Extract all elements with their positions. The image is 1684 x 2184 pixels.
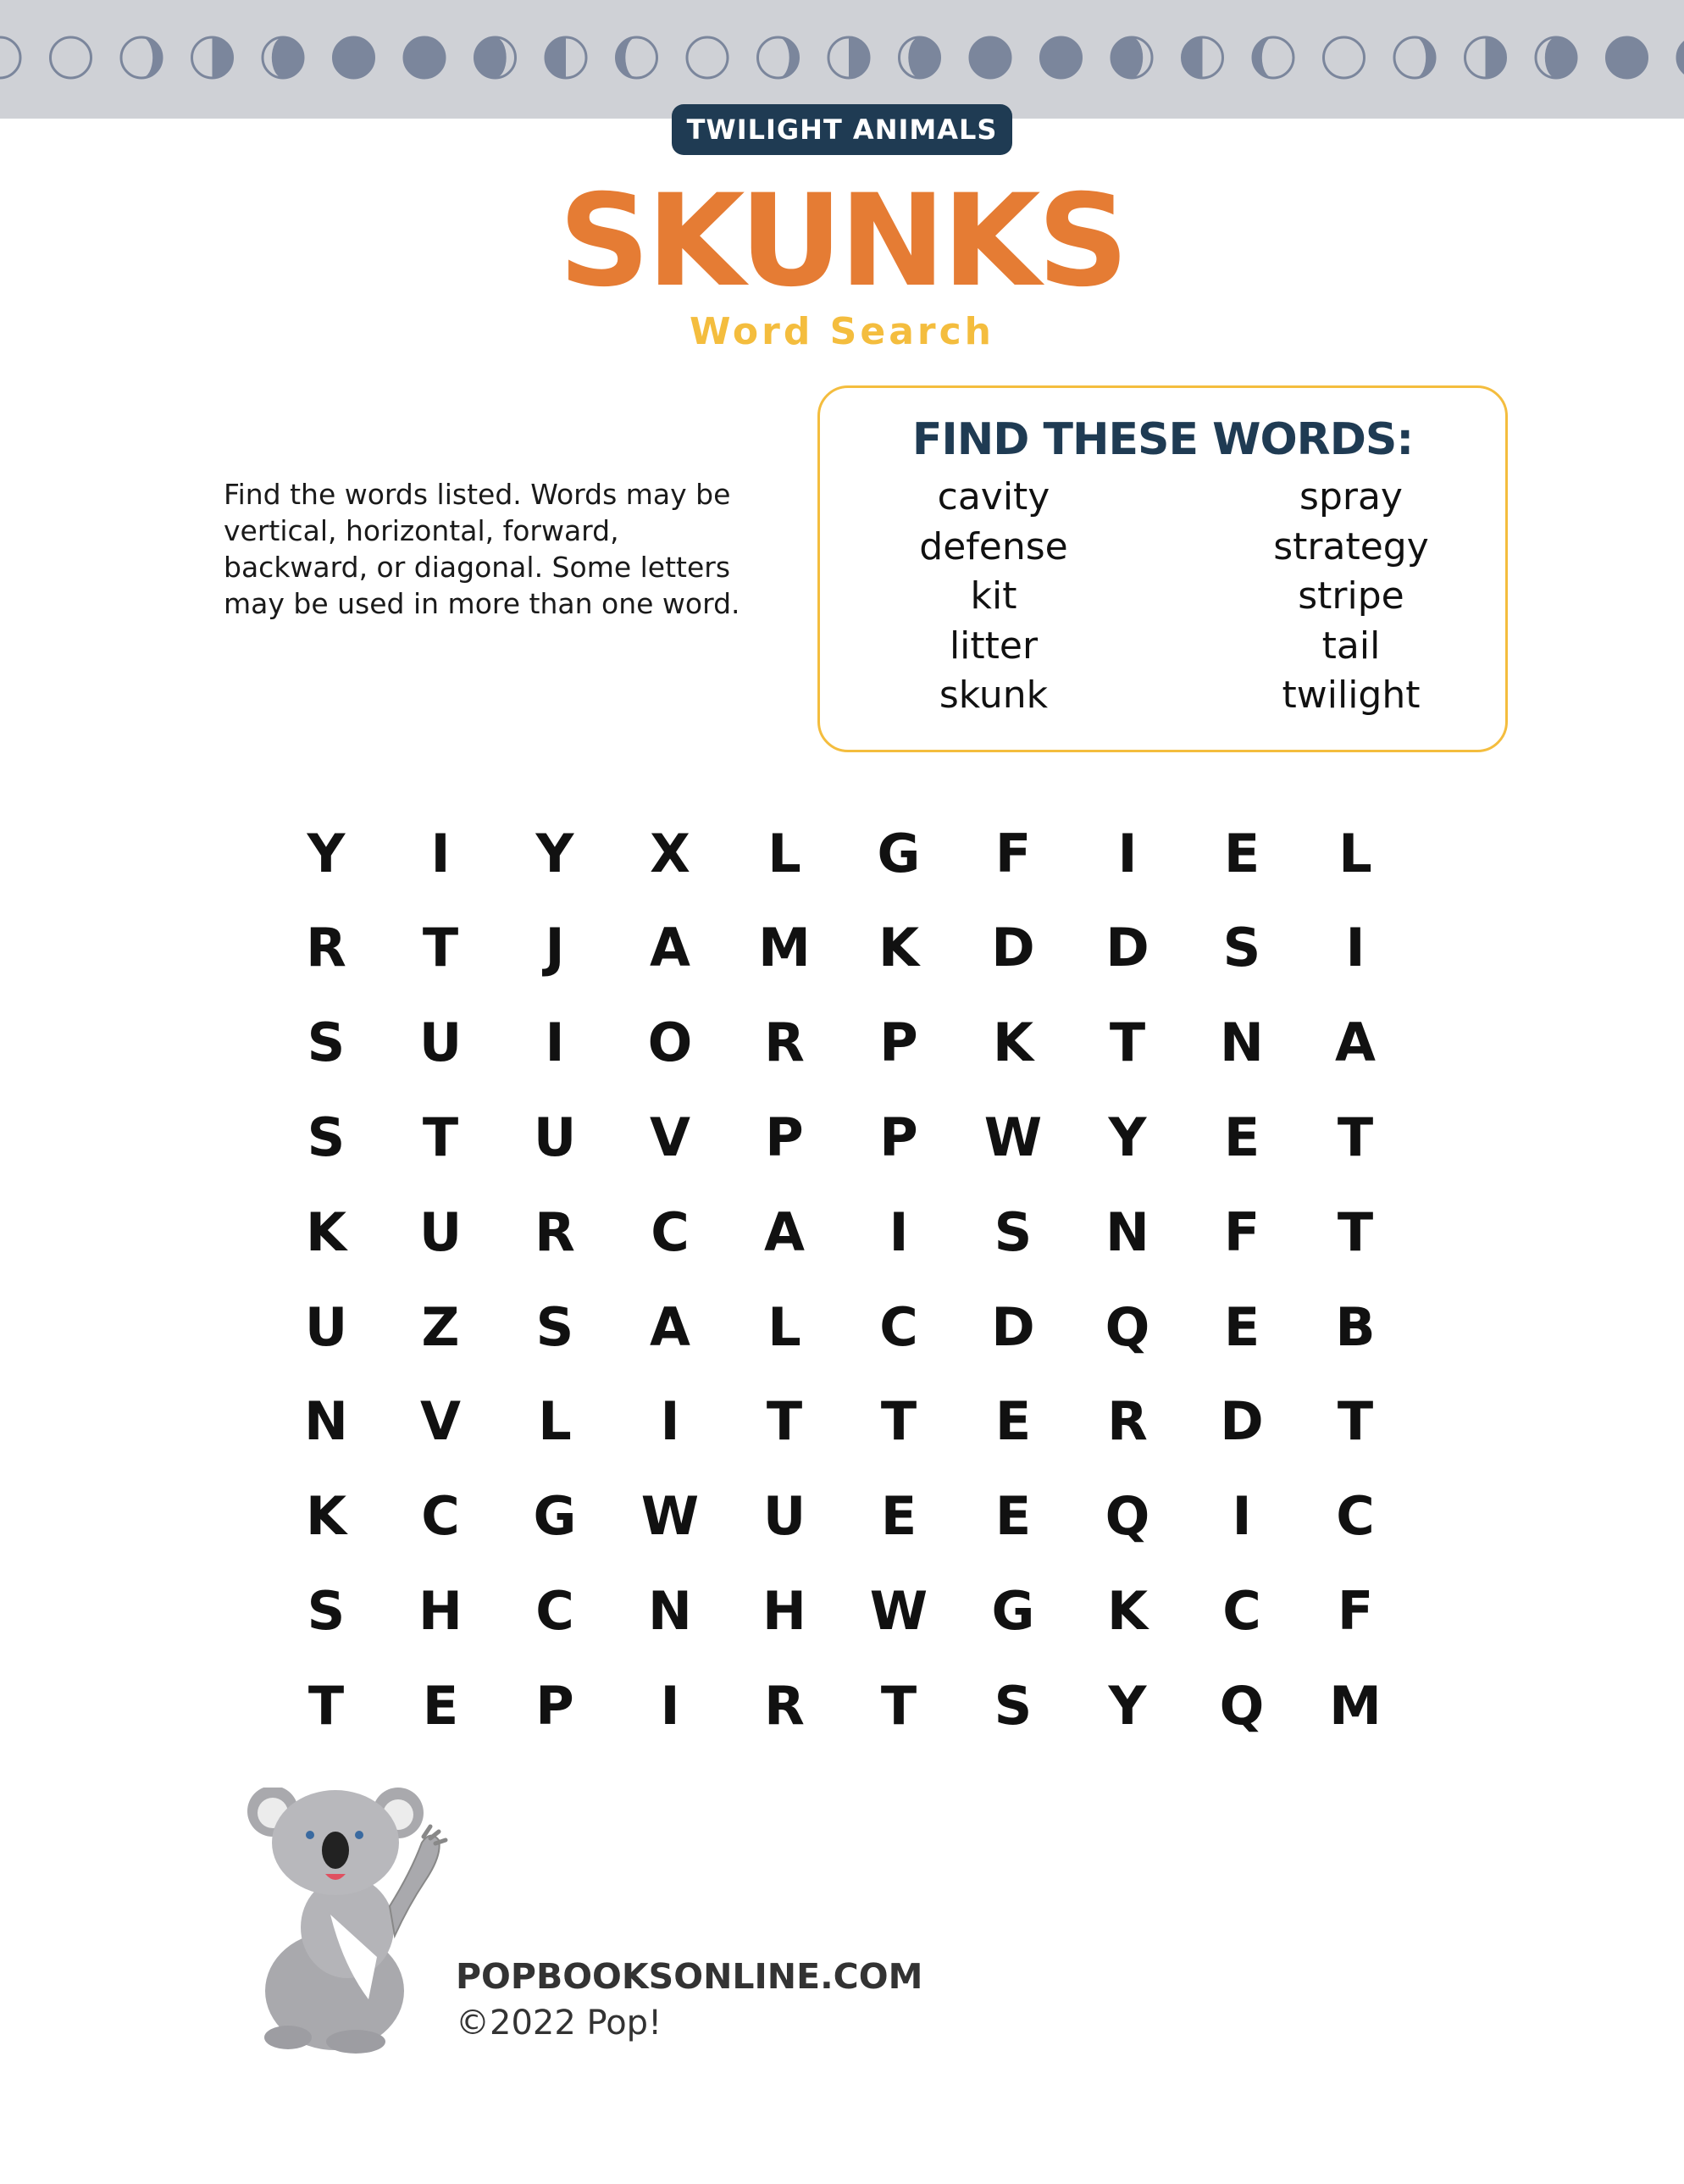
grid-letter: C [1336, 1485, 1375, 1547]
grid-letter: C [421, 1485, 460, 1547]
grid-letter: E [1223, 823, 1260, 884]
grid-letter: Y [535, 823, 574, 884]
grid-letter: P [765, 1106, 804, 1168]
grid-letter: E [994, 1485, 1032, 1547]
grid-letter: L [767, 823, 801, 884]
grid-letter: W [983, 1106, 1043, 1168]
grid-letter: A [650, 917, 690, 978]
grid-letter: V [650, 1106, 690, 1168]
word-list-item: kit [970, 574, 1017, 618]
grid-letter: T [1337, 1201, 1374, 1263]
grid-letter: A [764, 1201, 805, 1263]
word-list-item: spray [1299, 475, 1403, 518]
grid-letter: Q [1105, 1296, 1150, 1358]
grid-letter: I [1117, 823, 1138, 884]
grid-letter: I [430, 823, 451, 884]
grid-letter: E [1223, 1296, 1260, 1358]
instructions-text: Find the words listed. Words may be vertical, horizontal, forward, backward, or diagonal. Some letters may be used in more than one word. [224, 478, 740, 620]
grid-letter: E [994, 1390, 1032, 1452]
grid-letter: S [994, 1201, 1033, 1263]
grid-letter: K [1106, 1580, 1149, 1642]
word-list-title: FIND THESE WORDS: [911, 414, 1414, 465]
grid-letter: X [650, 823, 690, 884]
grid-letter: R [764, 1675, 805, 1737]
word-list-item: defense [919, 524, 1068, 568]
grid-letter: G [877, 823, 921, 884]
grid-letter: K [878, 917, 920, 978]
word-list-item: strategy [1273, 524, 1429, 568]
series-banner: TWILIGHT ANIMALS [672, 104, 1012, 155]
grid-letter: R [764, 1012, 805, 1073]
word-list-item: twilight [1282, 673, 1421, 717]
grid-letter: Z [421, 1296, 460, 1358]
grid-letter: M [1329, 1675, 1382, 1737]
grid-letter: S [307, 1580, 346, 1642]
grid-letter: F [994, 823, 1032, 884]
grid-letter: D [1220, 1390, 1264, 1452]
grid-letter: A [650, 1296, 690, 1358]
grid-letter: T [766, 1390, 803, 1452]
grid-letter: L [767, 1296, 801, 1358]
grid-letter: U [304, 1296, 348, 1358]
grid-letter: E [880, 1485, 917, 1547]
grid-letter: I [1232, 1485, 1252, 1547]
grid-letter: O [647, 1012, 693, 1073]
word-list-item: skunk [939, 673, 1049, 717]
grid-letter: P [879, 1012, 918, 1073]
grid-letter: R [535, 1201, 575, 1263]
grid-letter: L [1338, 823, 1372, 884]
grid-letter: C [1222, 1580, 1261, 1642]
grid-letter: T [880, 1390, 917, 1452]
grid-letter: L [538, 1390, 572, 1452]
word-list-item: litter [949, 624, 1039, 668]
grid-letter: I [1345, 917, 1365, 978]
grid-letter: N [304, 1390, 348, 1452]
grid-letter: I [660, 1390, 680, 1452]
grid-letter: P [879, 1106, 918, 1168]
grid-letter: H [762, 1580, 806, 1642]
copyright-text: ©2022 Pop! [456, 2004, 662, 2043]
grid-letter: I [889, 1201, 909, 1263]
grid-letter: G [533, 1485, 577, 1547]
grid-letter: D [991, 917, 1035, 978]
grid-letter: T [1337, 1106, 1374, 1168]
grid-letter: F [1337, 1580, 1374, 1642]
page-subtitle: Word Search [689, 310, 995, 353]
grid-letter: H [418, 1580, 463, 1642]
grid-letter: K [305, 1201, 347, 1263]
grid-letter: W [640, 1485, 700, 1547]
grid-letter: T [422, 917, 459, 978]
grid-letter: S [994, 1675, 1033, 1737]
grid-letter: N [648, 1580, 692, 1642]
grid-letter: N [1105, 1201, 1149, 1263]
grid-letter: R [306, 917, 346, 978]
website-link[interactable]: POPBOOKSONLINE.COM [456, 1956, 923, 1997]
page-title: SKUNKS [558, 168, 1126, 315]
grid-letter: R [1107, 1390, 1148, 1452]
grid-letter: U [418, 1201, 463, 1263]
word-list-item: cavity [937, 475, 1050, 518]
grid-letter: U [762, 1485, 806, 1547]
grid-letter: T [307, 1675, 345, 1737]
grid-letter: E [422, 1675, 459, 1737]
grid-letter: K [992, 1012, 1034, 1073]
grid-letter: C [651, 1201, 690, 1263]
grid-letter: T [1109, 1012, 1146, 1073]
grid-letter: P [535, 1675, 574, 1737]
grid-letter: T [1337, 1390, 1374, 1452]
grid-letter: S [307, 1012, 346, 1073]
grid-letter: T [880, 1675, 917, 1737]
grid-letter: M [758, 917, 811, 978]
grid-letter: S [307, 1106, 346, 1168]
grid-letter: D [1105, 917, 1149, 978]
grid-letter: I [660, 1675, 680, 1737]
grid-letter: Y [307, 823, 346, 884]
grid-letter: D [991, 1296, 1035, 1358]
grid-letter: K [305, 1485, 347, 1547]
grid-letter: N [1220, 1012, 1264, 1073]
grid-letter: J [545, 917, 565, 978]
grid-letter: S [1222, 917, 1261, 978]
grid-letter: A [1335, 1012, 1376, 1073]
word-list-item: stripe [1298, 574, 1404, 618]
word-list-item: tail [1321, 624, 1381, 668]
grid-letter: C [535, 1580, 574, 1642]
grid-letter: G [991, 1580, 1035, 1642]
grid-letter: I [545, 1012, 565, 1073]
grid-letter: T [422, 1106, 459, 1168]
grid-letter: B [1335, 1296, 1376, 1358]
grid-letter: Q [1219, 1675, 1265, 1737]
grid-letter: W [869, 1580, 928, 1642]
grid-letter: F [1223, 1201, 1260, 1263]
grid-letter: S [535, 1296, 574, 1358]
grid-letter: Y [1108, 1106, 1147, 1168]
koala-illustration [229, 1788, 466, 2059]
grid-letter: U [533, 1106, 577, 1168]
grid-letter: Y [1108, 1675, 1147, 1737]
grid-letter: C [879, 1296, 918, 1358]
grid-letter: E [1223, 1106, 1260, 1168]
grid-letter: Q [1105, 1485, 1150, 1547]
grid-letter: V [420, 1390, 461, 1452]
grid-letter: U [418, 1012, 463, 1073]
